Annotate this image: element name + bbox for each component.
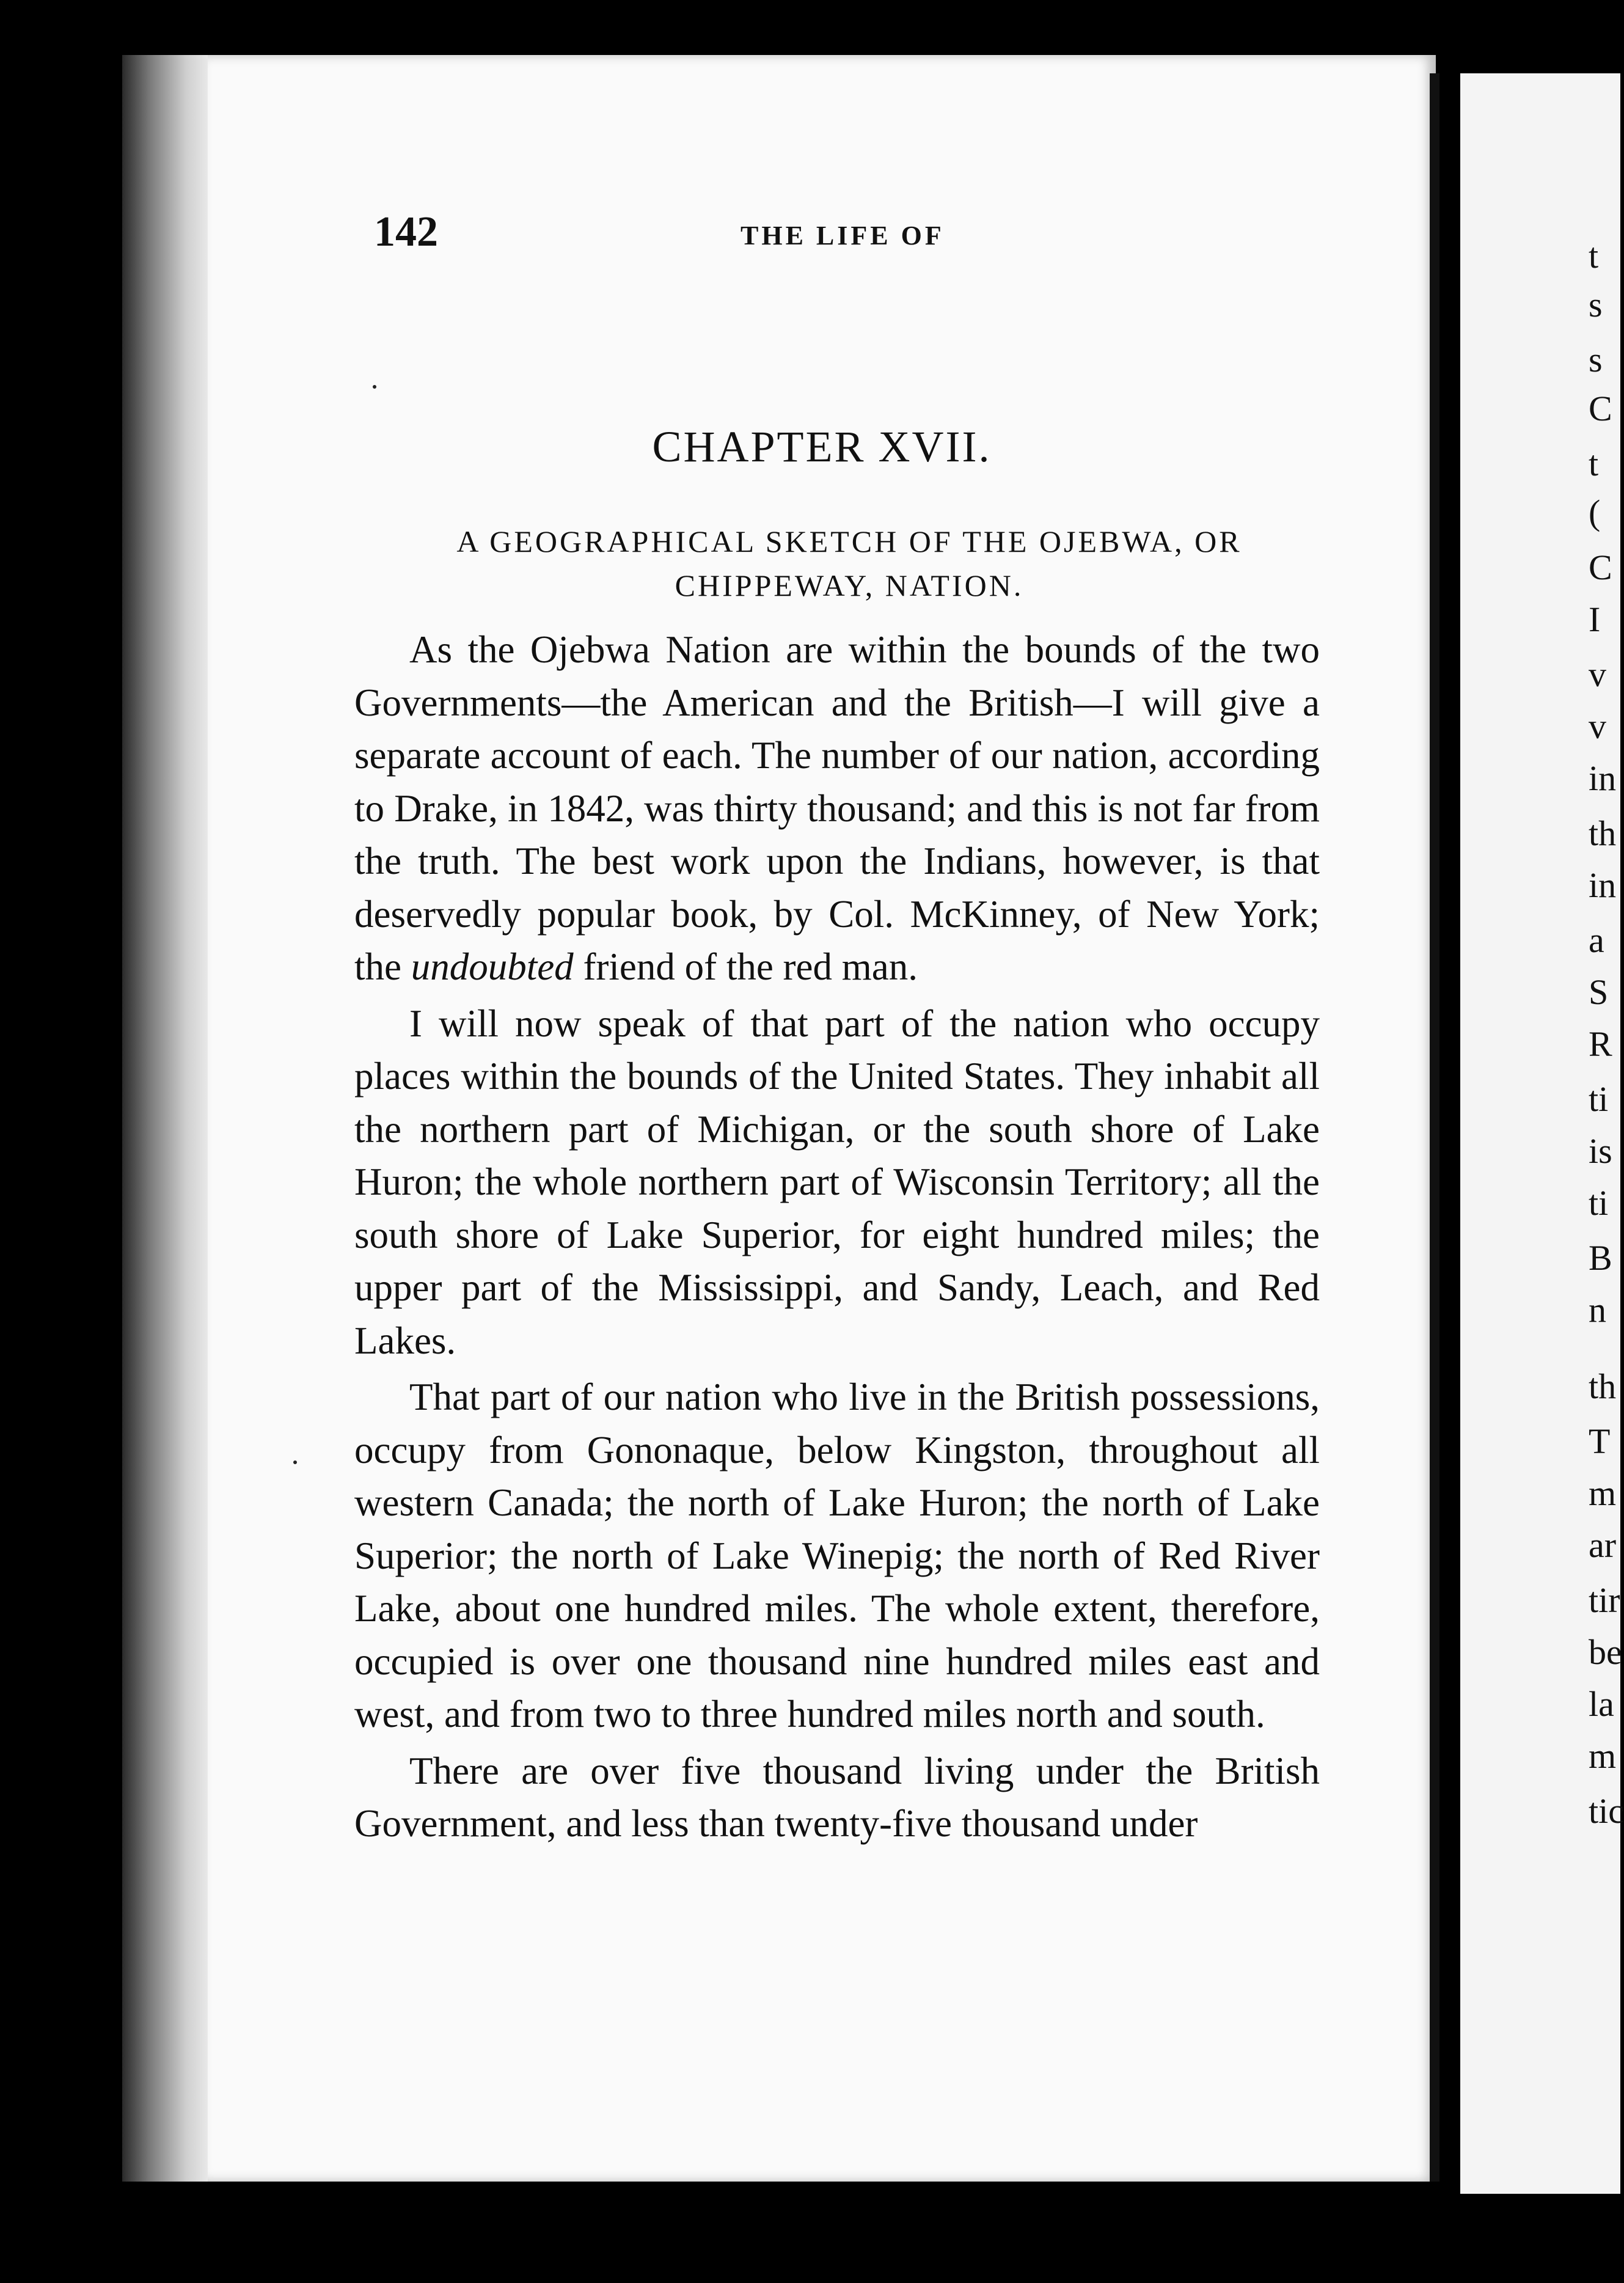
facing-page-fragment: m bbox=[1589, 1736, 1617, 1776]
facing-page-fragment: in bbox=[1589, 865, 1617, 905]
chapter-subtitle-line: A GEOGRAPHICAL SKETCH OF THE OJEBWA, OR bbox=[456, 524, 1242, 559]
facing-page-fragment: t bbox=[1589, 236, 1599, 276]
scan-speck bbox=[293, 1460, 297, 1464]
body-text bbox=[354, 623, 1320, 1854]
facing-page-fragment: B bbox=[1589, 1238, 1612, 1278]
facing-page-fragment: I bbox=[1589, 599, 1601, 639]
chapter-title: CHAPTER XVII. bbox=[652, 422, 992, 471]
facing-page-fragment: in bbox=[1589, 758, 1617, 798]
facing-page-fragment: ( bbox=[1589, 493, 1601, 532]
page-binding bbox=[122, 55, 214, 2182]
facing-page-fragment: C bbox=[1589, 548, 1612, 587]
facing-page-fragment: R bbox=[1589, 1024, 1612, 1064]
paragraph: There are over five thousand living under the British Government, and less than twenty-five thousand under bbox=[354, 1749, 1320, 1845]
facing-page-fragment: C bbox=[1589, 389, 1612, 428]
scan-speck bbox=[373, 385, 376, 389]
chapter-subtitle bbox=[379, 519, 1320, 607]
facing-page-fragment: m bbox=[1589, 1473, 1617, 1513]
facing-page-fragment: a bbox=[1589, 920, 1604, 960]
facing-page-fragment: tir bbox=[1589, 1580, 1620, 1620]
facing-page-fragment: v bbox=[1589, 706, 1606, 746]
paragraph: That part of our nation who live in the British possessions, occupy from Gononaque, below Kingston, throughout all western Canada; the north of Lake Huron; the north of Lake Superior; the north of Lake Winepig; the north of Red River Lake, about one hundred miles. The whole extent, therefore, occupied is over one thousand nine hundred miles east and west, and from two to three hundred miles north and south. bbox=[354, 1376, 1320, 1735]
running-head: THE LIFE OF bbox=[741, 221, 945, 251]
page-gutter bbox=[1430, 73, 1439, 2182]
facing-page-fragment: be bbox=[1589, 1632, 1622, 1672]
facing-page-fragment: is bbox=[1589, 1131, 1612, 1171]
facing-page-fragment: s bbox=[1589, 340, 1603, 379]
facing-page-fragment: ti bbox=[1589, 1183, 1609, 1223]
facing-page-fragment: la bbox=[1589, 1684, 1614, 1724]
paragraph-text: friend of the red man. bbox=[573, 945, 918, 988]
facing-page-fragment: th bbox=[1589, 813, 1617, 853]
facing-page-fragment: ar bbox=[1589, 1525, 1617, 1565]
facing-page-edge bbox=[1460, 73, 1624, 2194]
paragraph: I will now speak of that part of the nation who occupy places within the bounds of the United States. They inhabit all the northern part of Michigan, or the south shore of Lake Huron; the whole northern part of Wisconsin Territory; all the south shore of Lake Superior, for eight hundred miles; the upper part of the Mississippi, and Sandy, Leach, and Red Lakes. bbox=[354, 1002, 1320, 1362]
facing-page-fragment: s bbox=[1589, 285, 1603, 324]
facing-page-fragment: T bbox=[1589, 1421, 1611, 1461]
facing-page-fragment: ti bbox=[1589, 1079, 1609, 1119]
paragraph bbox=[354, 623, 1320, 994]
page-number: 142 bbox=[374, 208, 438, 255]
chapter-subtitle-line: CHIPPEWAY, NATION. bbox=[675, 568, 1024, 603]
facing-page-fragment: th bbox=[1589, 1366, 1617, 1406]
facing-page-fragment: t bbox=[1589, 444, 1599, 483]
facing-page-fragment: n bbox=[1589, 1290, 1606, 1330]
paragraph-text: As the Ojebwa Nation are within the bounds of the two Governments—the American and the British—I will give a separate account of each. The number of our nation, according to Drake, in 1842, was thirty thousand; and this is not far from the truth. The best work upon the Indians, however, is that deservedly popular book, by Col. McKinney, of New York; the bbox=[354, 628, 1320, 988]
facing-page-fragment: S bbox=[1589, 972, 1609, 1012]
facing-page-fragment: v bbox=[1589, 654, 1606, 694]
emphasized-word: undoubted bbox=[411, 945, 574, 988]
page-header bbox=[374, 208, 1315, 257]
facing-page-fragment: tic bbox=[1589, 1791, 1624, 1831]
